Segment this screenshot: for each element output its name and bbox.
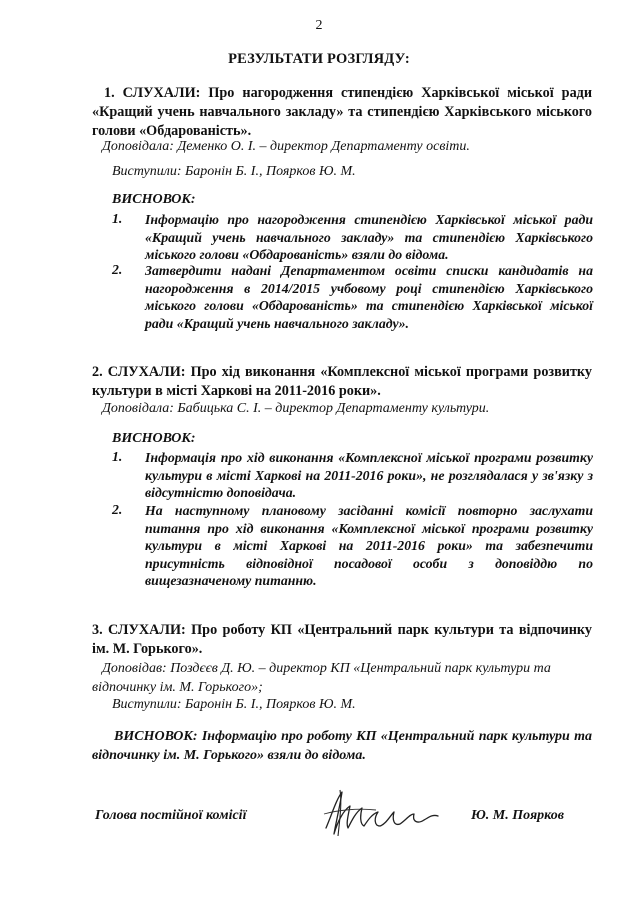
item-3-heard-label: 3. СЛУХАЛИ:	[92, 622, 186, 638]
item-3-conclusion-label: ВИСНОВОК:	[114, 729, 198, 744]
signature-name: Ю. М. Поярков	[471, 808, 564, 823]
item-3-conclusion	[92, 727, 592, 765]
item-1-conclusion-1-text: Інформацію про нагородження стипендією Харківської міської ради «Кращий учень навчального закладу» та стипендією Харківського міського голови «Обдарованість» взяли до відома.	[145, 212, 593, 262]
item-1-conclusion-label: ВИСНОВОК:	[112, 192, 196, 207]
item-2-conclusion-label: ВИСНОВОК:	[112, 431, 196, 446]
item-1-heard-label: 1. СЛУХАЛИ:	[104, 85, 201, 101]
item-3-speakers: Виступили: Баронін Б. І., Поярков Ю. М.	[112, 697, 356, 712]
item-1-conclusion-1-number: 1.	[112, 211, 123, 226]
item-1-speakers: Виступили: Баронін Б. І., Поярков Ю. М.	[112, 164, 356, 179]
item-3-reporter: Доповідав: Поздєєв Д. Ю. – директор КП «Центральний парк культури та відпочинку ім. М. Горького»;	[92, 661, 551, 695]
item-3-conclusion-text: Інформацію про роботу КП «Центральний парк культури та відпочинку ім. М. Горького» взяли до відома.	[92, 729, 592, 763]
item-2-heard-text: Про хід виконання «Комплексної міської програми розвитку культури в місті Харкові на 2011-2016 роки».	[92, 364, 592, 399]
item-2-reporter: Доповідала: Бабицька С. І. – директор Департаменту культури.	[102, 401, 490, 416]
item-2-conclusion-1-number: 1.	[112, 449, 123, 464]
item-1-heard-text: Про нагородження стипендією Харківської міської ради «Кращий учень навчального закладу» та стипендією Харківського міського голови «Обдарованість».	[92, 85, 593, 139]
page-title: РЕЗУЛЬТАТИ РОЗГЛЯДУ:	[228, 51, 410, 67]
item-2-conclusion-2-number: 2.	[112, 502, 123, 517]
item-3-heard-text: Про роботу КП «Центральний парк культури та відпочинку ім. М. Горького».	[92, 622, 592, 657]
item-1-reporter: Доповідала: Деменко О. І. – директор Департаменту освіти.	[102, 139, 470, 154]
item-2-conclusion-2-text: На наступному плановому засіданні комісії повторно заслухати питання про хід виконання «Комплексної міської програми розвитку культури в місті Харкові на 2011-2016 роки» та забезпечити присутність відповідної посадової особи з доповіддю по вищезазначеному питанню.	[145, 503, 593, 588]
signature-position: Голова постійної комісії	[95, 808, 247, 823]
item-1-heard	[92, 84, 592, 141]
item-1-conclusion-2-text: Затвердити надані Департаментом освіти списки кандидатів на нагородження в 2014/2015 учбовому році стипендією Харківського міського голови «Обдарованість» та стипендією Харківської міської ради «Кращий учень навчального закладу».	[145, 263, 593, 331]
handwritten-signature	[318, 784, 446, 840]
item-2-heard-label: 2. СЛУХАЛИ:	[92, 364, 186, 380]
item-2-conclusion-1-text: Інформація про хід виконання «Комплексної міської програми розвитку культури в місті Харкові на 2011-2016 роки», не розглядалася у зв'язку з відсутністю доповідача.	[145, 450, 593, 500]
item-3-heard	[92, 621, 592, 659]
item-2-heard	[92, 363, 592, 401]
page-number: 2	[315, 18, 323, 33]
item-1-conclusion-2-number: 2.	[112, 262, 123, 277]
